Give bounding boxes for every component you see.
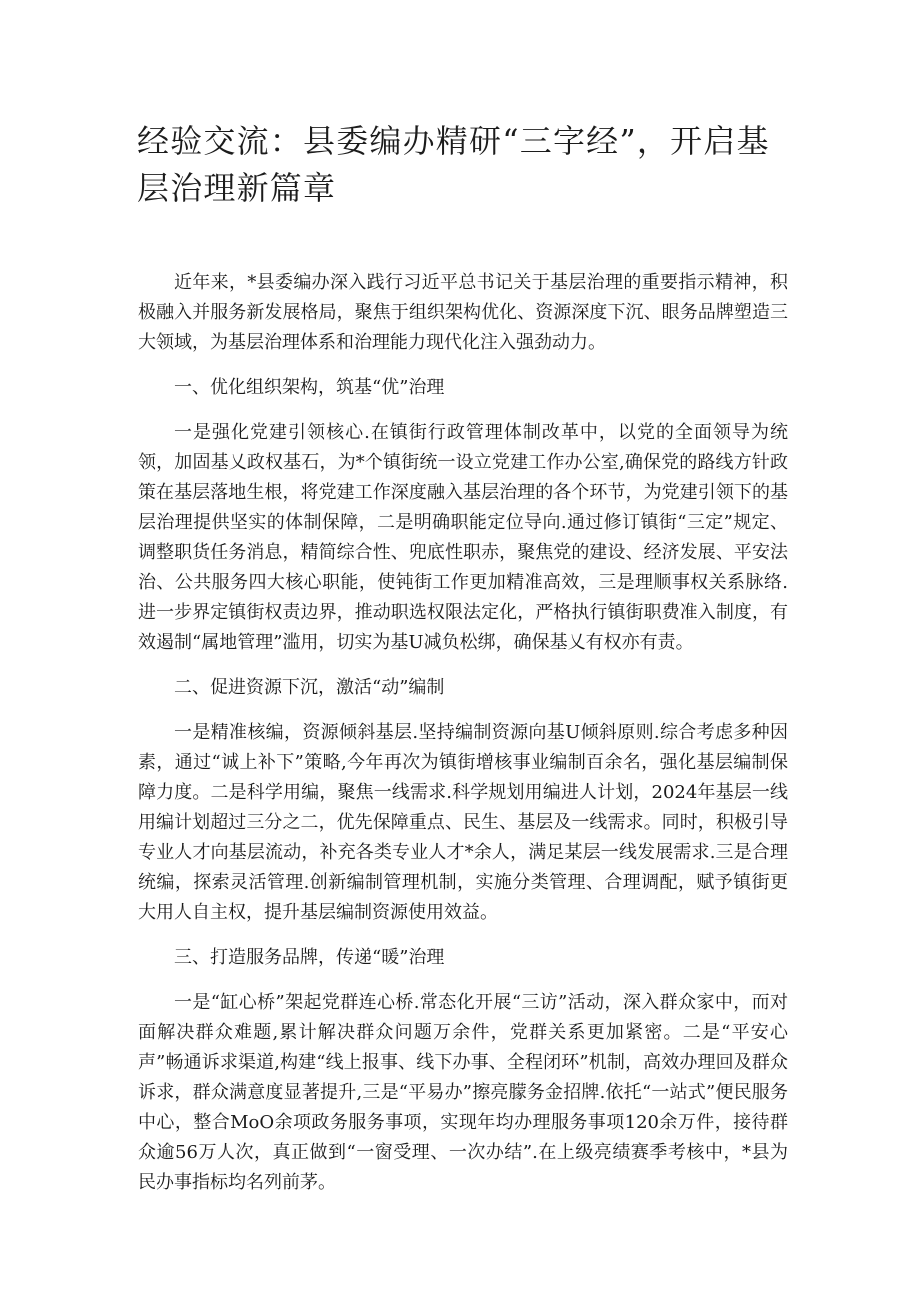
section-3-heading: 三、打造服务品牌，传递“暖”治理: [174, 947, 445, 968]
intro-paragraph: 近年来，*县委编办深入践行习近平总书记关于基层治理的重要指示精神，积极融入并服务新发展格局，聚焦于组织架构优化、资源深度下沉、眼务品牌塑造三大领域，为基层治理体系和治理能力现代化注入强劲动力。: [138, 272, 788, 353]
section-2-heading: 二、促进资源下沉，激活“动”编制: [174, 677, 445, 698]
document-body: [138, 268, 788, 1213]
section-1-paragraph: 一是强化党建引领核心.在镇街行政管理体制改革中，以党的全面领导为统领，加固基乂政权基石，为*个镇街统一设立党建工作办公室,确保党的路线方针政策在基层落地生根，将党建工作深度融入基层治理的各个环节，为党建引领下的基层治理提供坚实的体制保障，二是明确职能定位导向.通过修订镇街“三定”规定、调整职货任务消息，精简综合性、兜底性职赤，聚焦党的建设、经济发展、平安法治、公共服务四大核心职能，使钝街工作更加精准高效，三是理顺事权关系脉络.进一步界定镇街权责边界，推动职选权限法定化，严格执行镇街职费准入制度，有效遏制“属地管理”滥用，切实为基U减负松绑，确保基乂有权亦有责。: [138, 422, 788, 653]
section-3-paragraph: 一是“缸心桥”架起党群连心桥.常态化开展“三访”活动，深入群众家中，而对面解决群众难题,累计解决群众问题万余件，党群关系更加紧密。二是“平安心声”畅通诉求渠道,构建“线上报事、线下办事、全程闭环”机制，高效办理回及群众诉求，群众满意度显著提升,三是“平易办”擦亮朦务金招牌.依托“一站式”便民服务中心，整合MoO余项政务服务事项，实现年均办理服务事项120余万件，接待群众逾56万人次，真正做到“一窗受理、一次办结”.在上级亮绩赛季考核中，*县为民办事指标均名列前茅。: [138, 992, 788, 1193]
section-2-paragraph: 一是精准核编，资源倾斜基层.坚持编制资源向基U倾斜原则.综合考虑多种因素，通过“诚上补下”策略,今年再次为镇街增核事业编制百余名，强化基层编制保障力度。二是科学用编，聚焦一线需求.科学规划用编进人计划，2024年基层一线用编计划超过三分之二，优先保障重点、民生、基层及一线需求。同时，积极引导专业人才向基层流动，补充各类专业人才*余人，满足某层一线发展需求.三是合理统编，探索灵活管理.创新编制管理机制，实施分类管理、合理调配，赋予镇街更大用人自主权，提升基层编制资源使用效益。: [138, 722, 788, 923]
document-title: 经验交流：县委编办精研“三字经”，开启基层治理新篇章: [137, 122, 770, 207]
section-1-heading: 一、优化组织架构，筑基“优”治理: [174, 377, 445, 398]
